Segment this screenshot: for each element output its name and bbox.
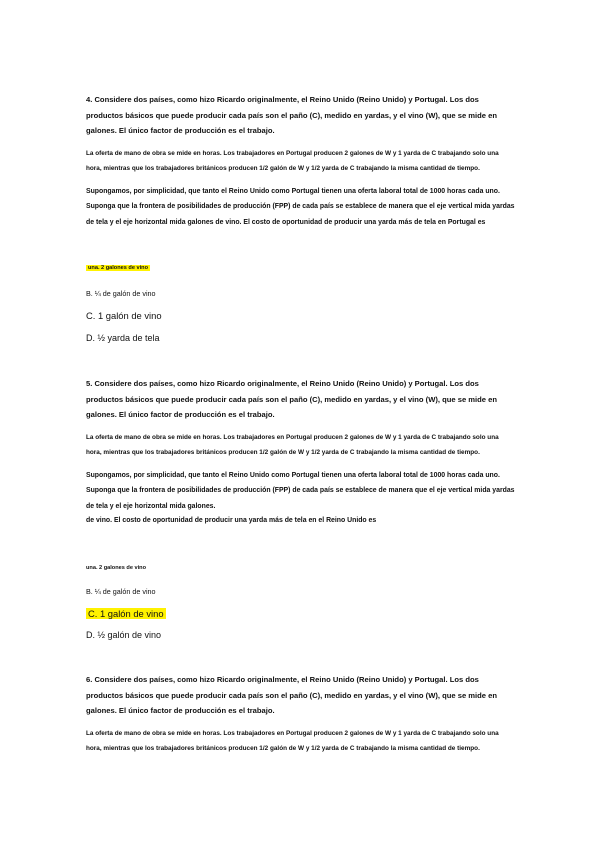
question-4-option-b: B. ¼ de galón de vino (86, 289, 156, 298)
question-4-option-c: C. 1 galón de vino (86, 310, 162, 321)
question-5-labor-text: La oferta de mano de obra se mide en horas. Los trabajadores en Portugal producen 2 galones de W y 1 yarda de C trabajando solo una hora, mientras que los trabajadores británicos producen 1/2 galón de W y 1/2 yarda de C trabajando la misma cantidad de tiempo. (86, 433, 499, 456)
question-5-option-a: una. 2 galones de vino (86, 565, 146, 571)
question-5-heading: 5. Considere dos países, como hizo Ricardo originalmente, el Reino Unido (Reino Unido) y Portugal. Los dos productos básicos que puede producir cada país son el paño (C), medido en yardas, y el vino (W), que se mide en galones. El único factor de producción es el trabajo. (86, 379, 497, 419)
question-6-labor-text: La oferta de mano de obra se mide en horas. Los trabajadores en Portugal producen 2 galones de W y 1 yarda de C trabajando solo una hora, mientras que los trabajadores británicos producen 1/2 galón de W y 1/2 yarda de C trabajando la misma cantidad de tiempo. (86, 729, 499, 752)
question-4-heading: 4. Considere dos países, como hizo Ricardo originalmente, el Reino Unido (Reino Unido) y Portugal. Los dos productos básicos que puede producir cada país son el paño (C), medido en yardas, y el vino (W), que se mide en galones. El único factor de producción es el trabajo. (86, 95, 497, 135)
question-5-suppose-text-cont: de vino. El costo de oportunidad de producir una yarda más de tela en el Reino Unido es (86, 517, 377, 524)
question-4 (86, 92, 516, 343)
question-6-heading: 6. Considere dos países, como hizo Ricardo originalmente, el Reino Unido (Reino Unido) y Portugal. Los dos productos básicos que puede producir cada país son el paño (C), medido en yardas, y el vino (W), que se mide en galones. El único factor de producción es el trabajo. (86, 675, 497, 715)
question-4-option-d: D. ½ yarda de tela (86, 333, 160, 343)
question-5-option-c (86, 608, 166, 619)
question-5 (86, 376, 516, 640)
question-4-suppose-text: Supongamos, por simplicidad, que tanto el Reino Unido como Portugal tienen una oferta laboral total de 1000 horas cada uno. Suponga que la frontera de posibilidades de producción (FPP) de cada país se establece de manera que el eje vertical mida yardas de tela y el eje horizontal mida galones de vino. El costo de oportunidad de producir una yarda más de tela en Portugal es (86, 187, 515, 226)
question-5-suppose-text: Supongamos, por simplicidad, que tanto el Reino Unido como Portugal tienen una oferta laboral total de 1000 horas cada uno. Suponga que la frontera de posibilidades de producción (FPP) de cada país se establece de manera que el eje vertical mida yardas de tela y el eje horizontal mida galones. (86, 471, 515, 510)
question-4-option-a: una. 2 galones de vino (88, 265, 148, 271)
question-4-labor-text: La oferta de mano de obra se mide en horas. Los trabajadores en Portugal producen 2 galones de W y 1 yarda de C trabajando solo una hora, mientras que los trabajadores británicos producen 1/2 galón de W y 1/2 yarda de C trabajando la misma cantidad de tiempo. (86, 149, 499, 172)
question-5-option-c-highlight: C. 1 galón de vino (88, 608, 164, 619)
question-6 (86, 672, 516, 757)
question-5-option-d: D. ½ galón de vino (86, 630, 162, 640)
question-5-option-b: B. ¼ de galón de vino (86, 587, 156, 596)
